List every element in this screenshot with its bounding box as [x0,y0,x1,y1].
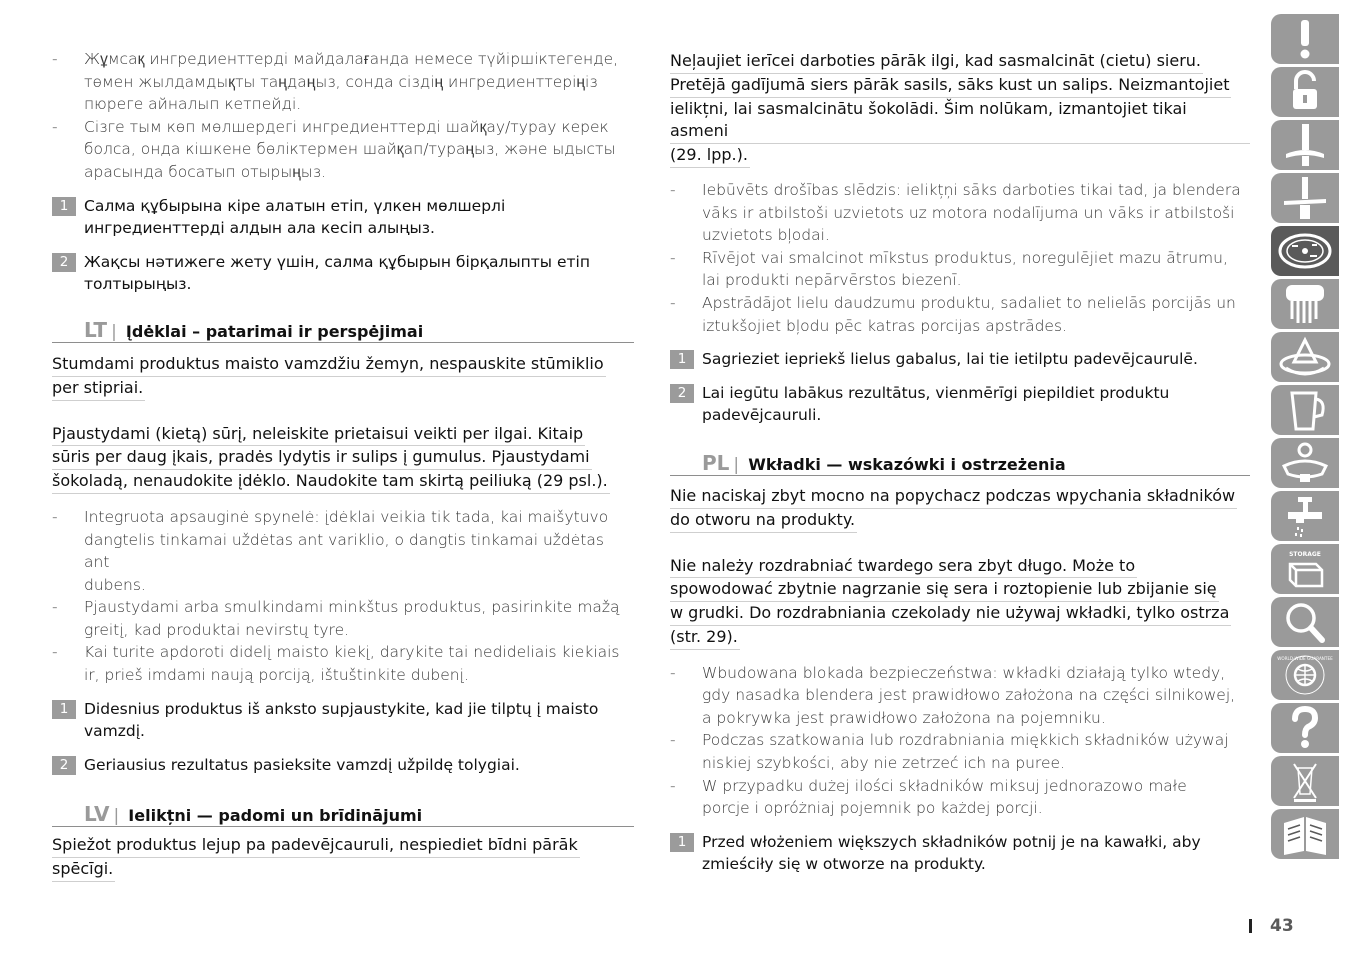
tab-guarantee[interactable] [1271,650,1339,700]
crossed-bin-icon [1276,758,1334,804]
kk-step-2: 2 Жақсы нәтижеге жету үшін, салма құбырын бірқалыпты етіп толтырыңыз. [52,251,634,296]
open-padlock-icon [1276,69,1334,115]
step-number: 1 [52,197,76,216]
pl-warning-2: Nie należy rozdrabniać twardego sera zbyt długo. Może to spowodować zbytnie nagrzanie się sera i roztopienie lub zbijanie się w grudki. Do rozdrabniania czekolady nie używaj wkładki, tylko ostrza (str. 29). [670,555,1250,650]
question-mark-icon [1276,705,1334,751]
list-item: - Wbudowana blokada bezpieczeństwa: wkładki działają tylko wtedy, gdy nasadka blendera jest prawidłowo założona na części silnikowej, a pokrywka jest prawidłowo założona na pojemniku. [670,663,1236,727]
tab-faq[interactable] [1271,703,1339,753]
list-item: - Сізге тым көп мөлшердегі ингредиенттерді шайқау/турау керек болса, онда кішкене бөліктермен шайқап/тураңыз, және ыдысты арасында босатып отырыңыз. [52,117,616,181]
section-title: Įdėklai – patarimai ir perspėjimai [125,321,424,341]
step-number: 2 [52,253,76,272]
list-item: - Apstrādājot lielu daudzumu produktu, sadaliet to nelielās porcijās un iztukšojiet bļodu pēc katras porcijas apstrādes. [670,293,1236,335]
step-number: 2 [52,756,76,775]
list-item: - Podczas szatkowania lub rozdrabniania miękkich składników używaj niskiej szybkości, aby nie zetrzeć ich na puree. [670,731,1229,773]
whisk-icon [1276,281,1334,327]
left-column [52,48,634,882]
language-code: PL [702,450,730,475]
list-item: - Integruota apsauginė spynelė: įdėklai veikia tik tada, kai maišytuvo dangtelis tinkamai uždėtas ant variklio, o dangtis tinkamai uždėtas ant dubens. [52,507,609,594]
language-code: LV [84,802,110,827]
list-item: - Kai turite apdoroti didelį maisto kiekį, darykite tai nedideliais kiekiais ir, prieš imdami naują porciją, ištuštinkite dubenį. [52,643,620,685]
pl-warning-1: Nie naciskaj zbyt mocno na popychacz podczas wpychania składników do otworu na produkty. [670,485,1250,533]
list-item: - Pjaustydami arba smulkindami minkštus produktus, pasirinkite mažą greitį, kad produktai nevirstų tyre. [52,598,620,639]
tab-troubleshooting[interactable] [1271,597,1339,647]
lt-warning-2: Pjaustydami (kietą) sūrį, neleiskite prietaisui veikti per ilgai. Kitaip sūris per daug įkais, pradės lydytis ir sulips į gumulus. Pjaustydami šokoladą, nenaudokite įdėklo. Naudokite tam skirtą peiliuką (29 psl.). [52,423,634,494]
tab-safety[interactable] [1271,14,1339,64]
lv-warning-2: Neļaujiet ierīcei darboties pārāk ilgi, kad sasmalcināt (cietu) sieru. Pretējā gadījumā siers pārāk sasils, sāks kust un salips. Neizmantojiet ielikțni, lai sasmalcinātu šokolādi. Šim nolūkam, izmantojiet tikai asmeni (29. lpp.). [670,50,1250,168]
step-number: 1 [670,833,694,852]
language-code: LT [84,317,108,342]
lv-step-1: 1 Sagrieziet iepriekš lielus gabalus, lai tie ietilptu padevējcaurulē. [670,348,1250,371]
list-item: - Rīvējot vai smalcinot mīkstus produktus, noregulējiet mazu ātrumu, lai produkti nepārvērstos biezenī. [670,248,1228,290]
lt-bullet-list [52,506,634,687]
step-number: 1 [52,700,76,719]
svg-text:STORAGE: STORAGE [1289,551,1321,558]
lv-section-heading: LV | Ielikțni — padomi un brīdinājumi [52,794,634,827]
lv-bullet-list [670,179,1250,337]
disc-insert-icon [1276,228,1334,274]
lv-step-2: 2 Lai iegūtu labākus rezultātus, vienmērīgi piepildiet produktu padevējcauruli. [670,382,1250,427]
citrus-press-icon [1276,334,1334,380]
chopper-blade-icon [1276,175,1334,221]
exclamation-icon [1276,16,1334,62]
page-number: 43 [1270,916,1294,936]
tab-jug[interactable] [1271,385,1339,435]
tab-unlock[interactable] [1271,67,1339,117]
tab-environment[interactable] [1271,756,1339,806]
svg-text:WORLD-WIDE GUARANTEE: WORLD-WIDE GUARANTEE [1277,656,1333,661]
tab-manual[interactable] [1271,809,1339,859]
tap-cleaning-icon [1276,493,1334,539]
footer-marker [1249,919,1252,933]
lt-warning-1: Stumdami produktus maisto vamzdžiu žemyn, nespauskite stūmiklio per stipriai. [52,353,634,401]
list-item: - Жұмсақ ингредиенттерді майдалағанда немесе түйіршіктегенде, төмен жылдамдықты таңдаңыз, сонда сіздің ингредиенттеріңіз пюреге айналып кетпейді. [52,50,619,114]
right-column [670,48,1250,876]
tab-chopper[interactable] [1271,173,1339,223]
tab-mill[interactable] [1271,438,1339,488]
open-book-icon [1276,811,1334,857]
step-number: 2 [670,384,694,403]
pl-step-1: 1 Przed włożeniem większych składników potnij je na kawałki, aby zmieściły się w otworze na produkty. [670,831,1250,876]
lt-step-2: 2 Geriausius rezultatus pasieksite vamzdį užpildę tolygiai. [52,754,634,777]
tab-citrus[interactable] [1271,332,1339,382]
storage-box-icon [1276,546,1334,592]
step-number: 1 [670,350,694,369]
lt-step-1: 1 Didesnius produktus iš anksto supjaustykite, kad jie tilptų į maisto vamzdį. [52,698,634,743]
pl-section-heading: PL | Wkładki — wskazówki i ostrzeżenia [670,443,1250,476]
tab-blender[interactable] [1271,120,1339,170]
tab-storage[interactable] [1271,544,1339,594]
worldwide-guarantee-icon [1276,652,1334,698]
kk-step-1: 1 Салма құбырына кіре алатын етіп, үлкен мөлшерлі ингредиенттерді алдын ала кесіп алыңыз. [52,195,634,240]
kk-bullet-list [52,48,634,184]
mill-icon [1276,440,1334,486]
jug-icon [1276,387,1334,433]
list-item: - W przypadku dużej ilości składników miksuj jednorazowo małe porcje i opróżniaj pojemnik po każdej porcji. [670,776,1187,818]
section-title: Wkładki — wskazówki i ostrzeżenia [748,454,1066,474]
lt-section-heading: LT | Įdėklai – patarimai ir perspėjimai [52,310,634,343]
chapter-tab-sidebar [1271,14,1339,862]
list-item: - Iebūvēts drošības slēdzis: ielikțņi sāks darboties tikai tad, ja blendera vāks ir atbilstoši uzvietots uz motora nodalījuma un vāks ir atbilstoši uzvietots bļodai. [670,180,1241,245]
blender-knife-icon [1276,122,1334,168]
lv-warning-1: Spiežot produktus lejup pa padevējcauruli, nespiediet bīdni pārāk spēcīgi. [52,834,634,882]
tab-cleaning[interactable] [1271,491,1339,541]
tab-whisk[interactable] [1271,279,1339,329]
section-title: Ielikțni — padomi un brīdinājumi [128,806,423,826]
tab-discs[interactable] [1271,226,1339,276]
magnifier-icon [1276,599,1334,645]
pl-bullet-list [670,662,1250,820]
